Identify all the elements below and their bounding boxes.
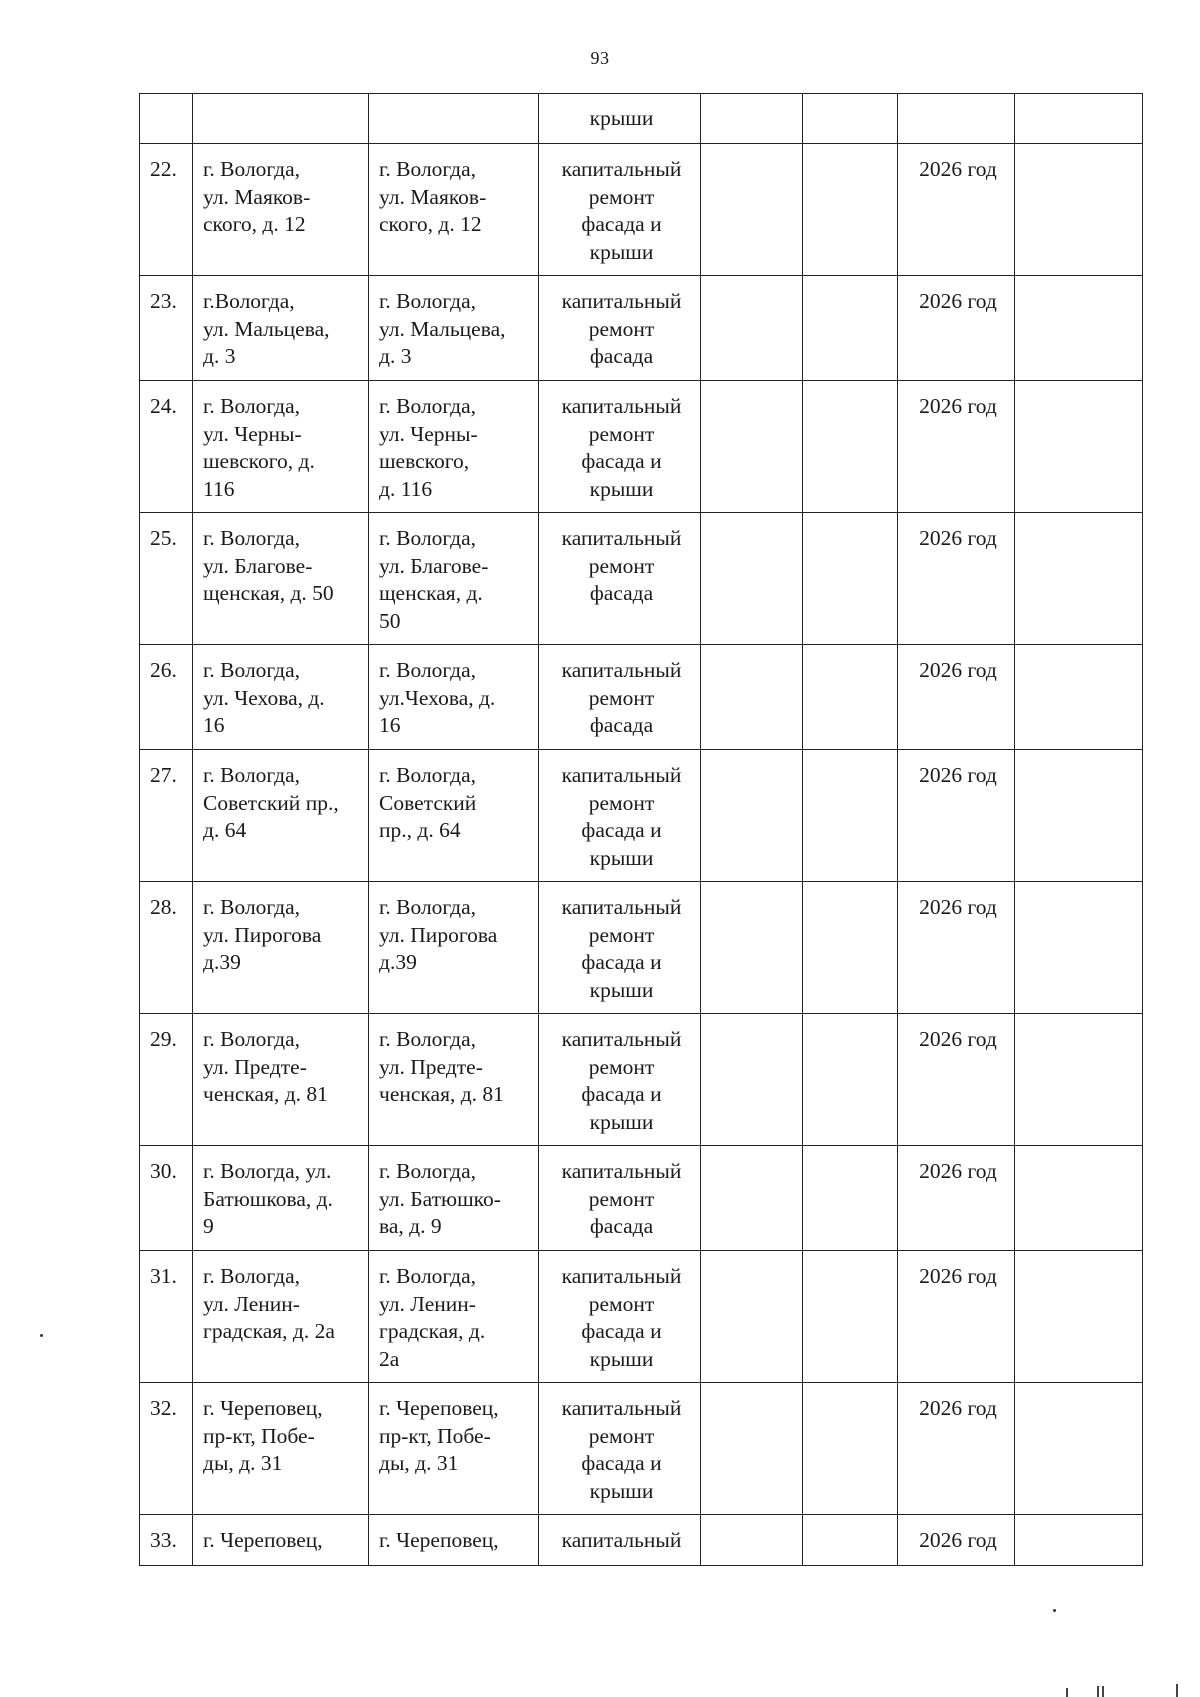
year-cell: 2026 год xyxy=(898,1251,1015,1383)
empty-cell xyxy=(803,144,898,276)
address-cell: г. Вологда, ул. Пирогова д.39 xyxy=(193,882,369,1014)
scan-speck xyxy=(40,1334,43,1337)
empty-cell xyxy=(1015,1014,1143,1146)
empty-cell xyxy=(803,1515,898,1566)
row-number: 28. xyxy=(140,882,193,1014)
empty-cell xyxy=(1015,144,1143,276)
address-cell: г. Вологда, ул. Ленин- градская, д. 2а xyxy=(369,1251,539,1383)
work-type-cell: капитальный ремонт фасада и крыши xyxy=(539,1014,701,1146)
address-cell: г. Вологда, Советский пр., д. 64 xyxy=(369,750,539,882)
table-row xyxy=(140,1515,1143,1566)
page-number: 93 xyxy=(590,48,610,68)
table-row xyxy=(140,144,1143,276)
address-cell: г. Череповец, пр-кт, Побе- ды, д. 31 xyxy=(193,1383,369,1515)
address-cell xyxy=(193,94,369,144)
table-row xyxy=(140,750,1143,882)
year-cell: 2026 год xyxy=(898,1383,1015,1515)
address-cell: г.Вологда, ул. Мальцева, д. 3 xyxy=(193,276,369,381)
empty-cell xyxy=(701,513,803,645)
year-cell: 2026 год xyxy=(898,1146,1015,1251)
empty-cell xyxy=(1015,645,1143,750)
empty-cell xyxy=(1015,1515,1143,1566)
row-number: 32. xyxy=(140,1383,193,1515)
row-number xyxy=(140,94,193,144)
empty-cell xyxy=(803,94,898,144)
empty-cell xyxy=(1015,1383,1143,1515)
empty-cell xyxy=(1015,1146,1143,1251)
empty-cell xyxy=(803,645,898,750)
empty-cell xyxy=(701,750,803,882)
address-cell: г. Вологда, ул. Черны- шевского, д. 116 xyxy=(369,381,539,513)
address-cell: г. Вологда, ул. Маяков- ского, д. 12 xyxy=(193,144,369,276)
empty-cell xyxy=(1015,1251,1143,1383)
empty-cell xyxy=(803,513,898,645)
table-row xyxy=(140,381,1143,513)
address-cell: г. Вологда, ул. Пирогова д.39 xyxy=(369,882,539,1014)
empty-cell xyxy=(701,1515,803,1566)
table-row xyxy=(140,1014,1143,1146)
empty-cell xyxy=(701,1251,803,1383)
year-cell: 2026 год xyxy=(898,144,1015,276)
row-number: 22. xyxy=(140,144,193,276)
empty-cell xyxy=(803,1014,898,1146)
empty-cell xyxy=(1015,276,1143,381)
year-cell: 2026 год xyxy=(898,1515,1015,1566)
work-type-cell: капитальный xyxy=(539,1515,701,1566)
address-cell: г. Вологда, ул. Батюшко- ва, д. 9 xyxy=(369,1146,539,1251)
scan-edge-mark xyxy=(1066,1688,1068,1697)
year-cell: 2026 год xyxy=(898,276,1015,381)
scan-speck xyxy=(1053,1609,1056,1612)
table-row xyxy=(140,882,1143,1014)
address-cell: г. Череповец, xyxy=(369,1515,539,1566)
row-number: 26. xyxy=(140,645,193,750)
row-number: 33. xyxy=(140,1515,193,1566)
empty-cell xyxy=(1015,882,1143,1014)
empty-cell xyxy=(1015,750,1143,882)
table-body xyxy=(140,94,1143,1566)
address-cell: г. Вологда, ул. Ленин- градская, д. 2а xyxy=(193,1251,369,1383)
address-cell: г. Вологда, Советский пр., д. 64 xyxy=(193,750,369,882)
row-number: 29. xyxy=(140,1014,193,1146)
year-cell: 2026 год xyxy=(898,645,1015,750)
row-number: 30. xyxy=(140,1146,193,1251)
address-cell xyxy=(369,94,539,144)
address-cell: г. Вологда, ул. Чехова, д. 16 xyxy=(193,645,369,750)
work-type-cell: капитальный ремонт фасада xyxy=(539,1146,701,1251)
empty-cell xyxy=(701,381,803,513)
work-type-cell: капитальный ремонт фасада и крыши xyxy=(539,1383,701,1515)
empty-cell xyxy=(701,882,803,1014)
work-type-cell: капитальный ремонт фасада и крыши xyxy=(539,1251,701,1383)
empty-cell xyxy=(803,381,898,513)
address-cell: г. Вологда, ул. Благове- щенская, д. 50 xyxy=(369,513,539,645)
address-cell: г. Вологда, ул. Черны- шевского, д. 116 xyxy=(193,381,369,513)
scan-edge-mark xyxy=(1176,1684,1178,1697)
address-cell: г. Вологда, ул. Предте- ченская, д. 81 xyxy=(193,1014,369,1146)
work-type-cell: капитальный ремонт фасада xyxy=(539,276,701,381)
table-row xyxy=(140,1383,1143,1515)
row-number: 27. xyxy=(140,750,193,882)
empty-cell xyxy=(701,1146,803,1251)
year-cell: 2026 год xyxy=(898,513,1015,645)
empty-cell xyxy=(1015,513,1143,645)
address-cell: г. Вологда, ул. Благове- щенская, д. 50 xyxy=(193,513,369,645)
address-cell: г. Вологда, ул. Батюшкова, д. 9 xyxy=(193,1146,369,1251)
year-cell xyxy=(898,94,1015,144)
empty-cell xyxy=(701,94,803,144)
empty-cell xyxy=(803,1383,898,1515)
empty-cell xyxy=(803,1146,898,1251)
empty-cell xyxy=(701,1383,803,1515)
year-cell: 2026 год xyxy=(898,381,1015,513)
row-number: 31. xyxy=(140,1251,193,1383)
address-cell: г. Вологда, ул. Маяков- ского, д. 12 xyxy=(369,144,539,276)
row-number: 24. xyxy=(140,381,193,513)
empty-cell xyxy=(803,1251,898,1383)
empty-cell xyxy=(1015,381,1143,513)
table-row xyxy=(140,645,1143,750)
empty-cell xyxy=(803,882,898,1014)
empty-cell xyxy=(701,276,803,381)
empty-cell xyxy=(1015,94,1143,144)
address-cell: г. Вологда, ул. Мальцева, д. 3 xyxy=(369,276,539,381)
empty-cell xyxy=(701,645,803,750)
scan-edge-mark xyxy=(1097,1686,1099,1697)
year-cell: 2026 год xyxy=(898,882,1015,1014)
table-row xyxy=(140,1251,1143,1383)
address-cell: г. Вологда, ул. Предте- ченская, д. 81 xyxy=(369,1014,539,1146)
address-cell: г. Череповец, xyxy=(193,1515,369,1566)
repair-schedule-table xyxy=(139,93,1143,1566)
work-type-cell: капитальный ремонт фасада xyxy=(539,645,701,750)
table-row xyxy=(140,94,1143,144)
table-row xyxy=(140,513,1143,645)
work-type-cell: капитальный ремонт фасада xyxy=(539,513,701,645)
address-cell: г. Череповец, пр-кт, Побе- ды, д. 31 xyxy=(369,1383,539,1515)
work-type-cell: капитальный ремонт фасада и крыши xyxy=(539,144,701,276)
year-cell: 2026 год xyxy=(898,1014,1015,1146)
year-cell: 2026 год xyxy=(898,750,1015,882)
empty-cell xyxy=(701,144,803,276)
row-number: 25. xyxy=(140,513,193,645)
work-type-cell: капитальный ремонт фасада и крыши xyxy=(539,750,701,882)
table-row xyxy=(140,276,1143,381)
work-type-cell: крыши xyxy=(539,94,701,144)
address-cell: г. Вологда, ул.Чехова, д. 16 xyxy=(369,645,539,750)
work-type-cell: капитальный ремонт фасада и крыши xyxy=(539,882,701,1014)
empty-cell xyxy=(803,750,898,882)
empty-cell xyxy=(701,1014,803,1146)
row-number: 23. xyxy=(140,276,193,381)
table-row xyxy=(140,1146,1143,1251)
work-type-cell: капитальный ремонт фасада и крыши xyxy=(539,381,701,513)
scan-edge-mark xyxy=(1102,1686,1104,1697)
empty-cell xyxy=(803,276,898,381)
